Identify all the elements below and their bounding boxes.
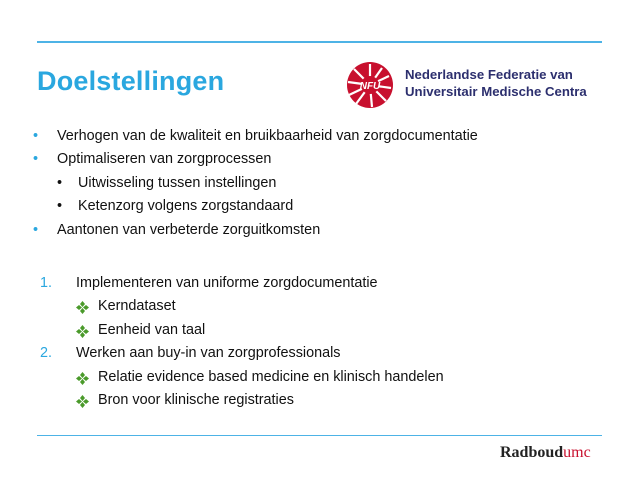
top-rule — [37, 41, 602, 43]
diamond-sub-item — [40, 295, 444, 318]
goal-bullet-list — [33, 125, 478, 242]
bullet-item — [33, 125, 478, 148]
numbered-item — [40, 272, 444, 295]
bullet-text: Verhogen van de kwaliteit en bruikbaarheid van zorgdocumentatie — [57, 128, 478, 144]
sub-item-text: Bron voor klinische registraties — [98, 392, 294, 409]
numbered-item-text: Implementeren van uniforme zorgdocumentatie — [76, 275, 378, 291]
numbered-item — [40, 342, 444, 365]
sub-bullet-text: Uitwisseling tussen instellingen — [78, 174, 277, 191]
bullet-dot-icon: • — [33, 128, 39, 144]
diamond-bullet-icon — [76, 325, 89, 338]
diamond-bullet-icon — [76, 395, 89, 408]
diamond-sub-item — [40, 366, 444, 389]
item-number: 1. — [40, 275, 53, 291]
sub-item-text: Kerndataset — [98, 298, 176, 315]
diamond-sub-item — [40, 389, 444, 412]
bullet-text: Aantonen van verbeterde zorguitkomsten — [57, 221, 321, 238]
item-number: 2. — [40, 345, 53, 362]
nfu-logo-text — [405, 66, 587, 100]
diamond-sub-item — [40, 319, 444, 342]
bullet-item — [33, 148, 478, 171]
bullet-item — [33, 219, 478, 242]
logo-line-1: Nederlandse Federatie van — [405, 67, 573, 82]
bullet-dot-icon: • — [57, 198, 63, 215]
sub-bullet-item — [33, 195, 478, 218]
numbered-list — [40, 272, 444, 412]
brand-main-text: Radboud — [500, 444, 564, 461]
sub-item-text: Eenheid van taal — [98, 321, 206, 338]
numbered-item-text: Werken aan buy-in van zorgprofessionals — [76, 345, 341, 362]
bottom-rule — [37, 435, 602, 436]
sub-bullet-text: Ketenzorg volgens zorgstandaard — [78, 198, 294, 215]
sub-bullet-item — [33, 172, 478, 195]
bullet-dot-icon: • — [33, 151, 39, 168]
logo-line-2: Universitair Medische Centra — [405, 84, 587, 99]
bullet-dot-icon: • — [57, 174, 63, 191]
slide-title: Doelstellingen — [37, 66, 225, 96]
nfu-logo — [342, 60, 602, 110]
nfu-mark-text: NFU — [359, 81, 381, 92]
radboudumc-logo — [500, 444, 591, 462]
bullet-text: Optimaliseren van zorgprocessen — [57, 151, 272, 168]
bullet-dot-icon: • — [33, 221, 39, 238]
diamond-bullet-icon — [76, 372, 89, 385]
nfu-emblem-icon — [342, 60, 398, 110]
diamond-bullet-icon — [76, 301, 89, 314]
brand-suffix-text: umc — [563, 444, 591, 461]
sub-item-text: Relatie evidence based medicine en klinisch handelen — [98, 368, 444, 385]
